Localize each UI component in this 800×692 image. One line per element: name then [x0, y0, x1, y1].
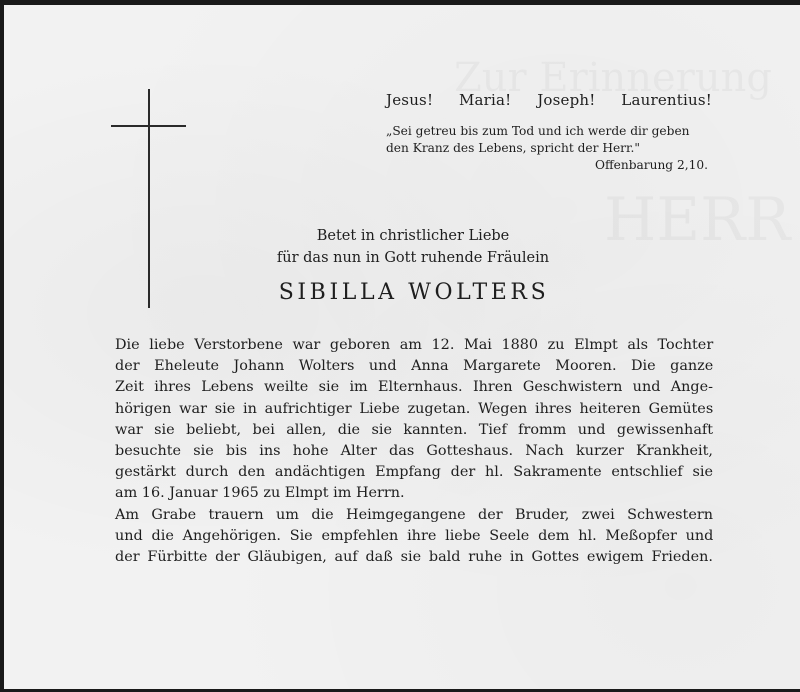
biography-line: der Eheleute Johann Wolters und Anna Margarete Mooren. Die ganze	[115, 358, 714, 375]
invocation-maria: Maria!	[458, 91, 512, 109]
prayer-request-line: Betet in christlicher Liebe	[316, 228, 510, 244]
bleed-through-text	[604, 185, 790, 255]
biography-line: war sie beliebt, bei allen, die sie kannten. Tief fromm und gewissenhaft	[115, 421, 714, 438]
quote-line: „Sei getreu bis zum Tod und ich werde dir geben	[386, 124, 690, 138]
bible-quote	[386, 123, 712, 157]
biography-line: Am Grabe trauern um die Heimgegangene der Bruder, zwei Schwestern	[115, 506, 713, 523]
biography-line: gestärkt durch den andächtigen Empfang der hl. Sakramente entschlief sie	[115, 464, 714, 481]
biography-line: und die Angehörigen. Sie empfehlen ihre liebe Seele dem hl. Meßopfer und	[115, 527, 714, 544]
biography-line: besuchte sie bis ins hohe Alter das Gotteshaus. Nach kurzer Krankheit,	[115, 443, 713, 460]
prayer-request-line: für das nun in Gott ruhende Fräulein	[276, 250, 550, 266]
invocation-jesus: Jesus!	[386, 91, 434, 109]
biography-line: der Fürbitte der Gläubigen, auf daß sie bald ruhe in Gottes ewigem Frieden.	[115, 549, 713, 566]
cross-icon-bar	[111, 125, 186, 127]
quote-reference: Offenbarung 2,10.	[595, 158, 708, 172]
memorial-card	[4, 5, 800, 689]
biography-line: hörigen war sie in aufrichtiger Liebe zugetan. Wegen ihres heiteren Gemütes	[115, 400, 714, 417]
biography-line: Die liebe Verstorbene war geboren am 12. Mai 1880 zu Elmpt als Tochter	[115, 337, 714, 353]
biography-line: am 16. Januar 1965 zu Elmpt im Herrn.	[115, 485, 405, 502]
invocation	[386, 91, 712, 109]
quote-line: den Kranz des Lebens, spricht der Herr."	[386, 141, 640, 155]
biography	[115, 335, 713, 568]
invocation-laurentius: Laurentius!	[621, 91, 712, 109]
deceased-name: SIBILLA WOLTERS	[278, 280, 550, 305]
cross-icon	[148, 89, 150, 308]
biography-paragraph	[115, 335, 713, 505]
biography-line: Zeit ihres Lebens weilte sie im Elternhaus. Ihren Geschwistern und Ange-	[115, 379, 713, 396]
biography-paragraph	[115, 505, 713, 569]
invocation-joseph: Joseph!	[537, 91, 596, 109]
